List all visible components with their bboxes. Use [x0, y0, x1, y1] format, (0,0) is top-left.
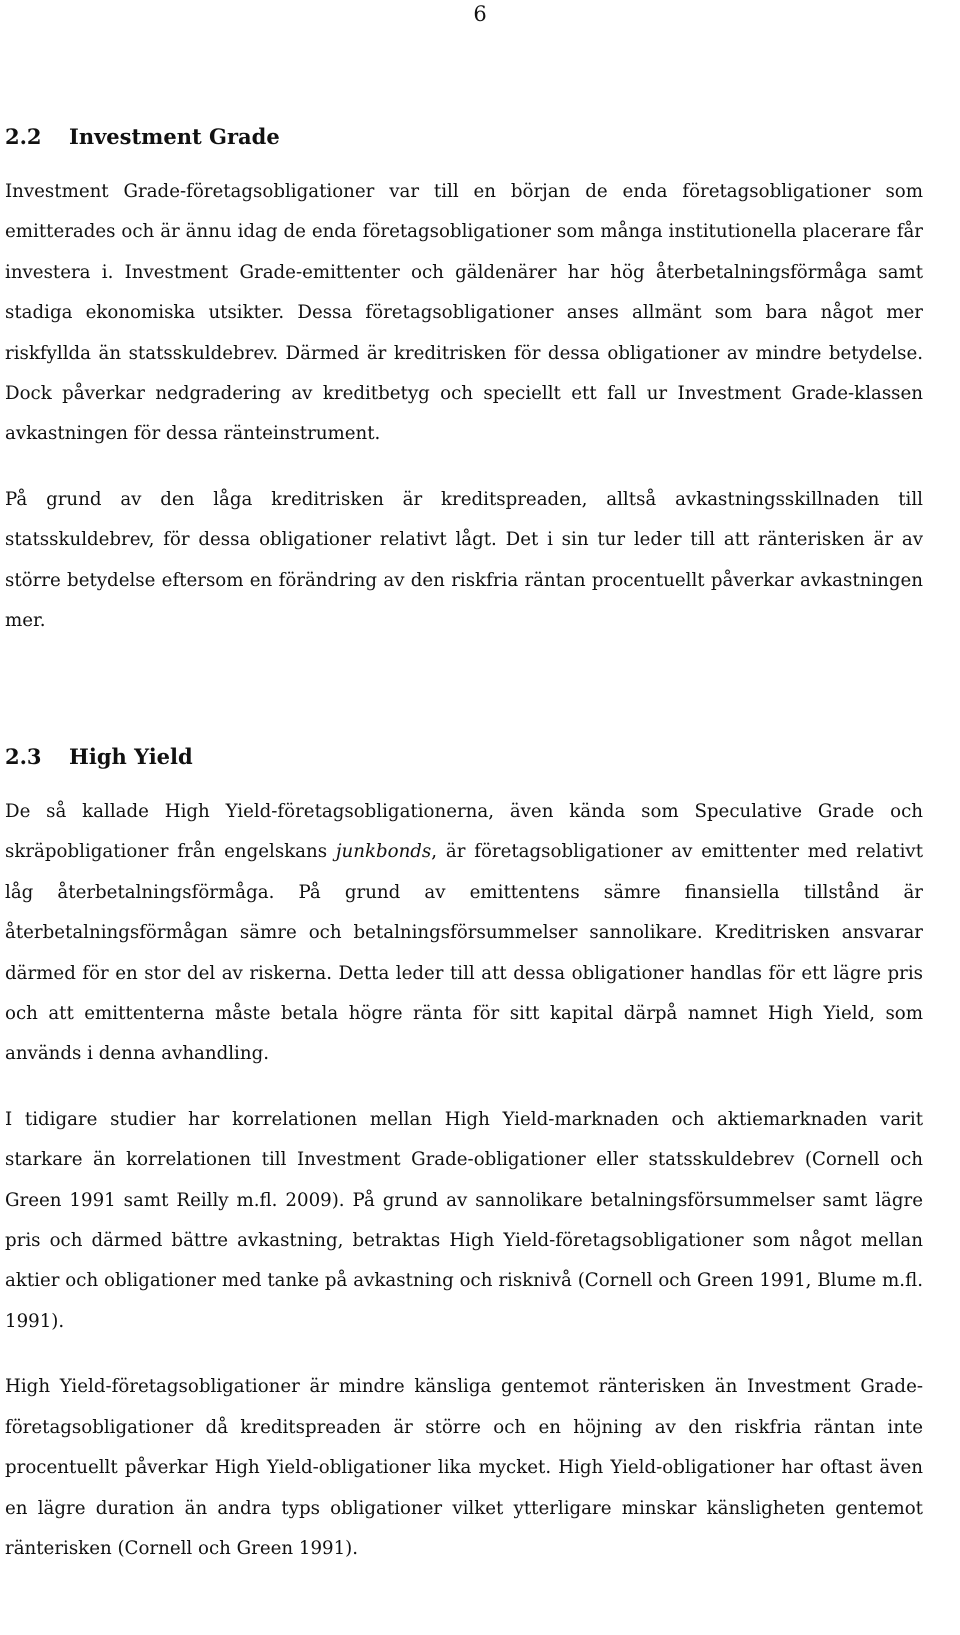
paragraph: Investment Grade-företagsobligationer var till en början de enda företagsobligationer som emitterades och är ännu idag de enda företagsobligationer som många institutionella placerare får investera i. Investment Grade-emittenter och gäldenärer har hög återbetalningsförmåga samt stadiga ekonomiska utsikter. Dessa företagsobligationer anses allmänt som bara något mer riskfyllda än statsskuldebrev. Därmed är kreditrisken för dessa obligationer av mindre betydelse. Dock påverkar nedgradering av kreditbetyg och speciellt ett fall ur Investment Grade-klassen avkastningen för dessa ränteinstrument. [5, 181, 923, 445]
section-high-yield [5, 742, 923, 1569]
text-run: De så kallade High Yield-företagsobligationerna, även kända som Speculative Grade och skräpobligationer från engelskans [5, 801, 923, 863]
page-number: 6 [473, 2, 487, 26]
text-run: , är företagsobligationer av emittenter med relativt låg återbetalningsförmåga. På grund av emittentens sämre finansiella tillstånd är återbetalningsförmågan sämre och betalningsförsummelser sannolikare. Kreditrisken ansvarar därmed för en stor del av riskerna. Detta leder till att dessa obligationer handlas för ett lägre pris och att emittenterna måste betala högre ränta för sitt kapital därpå namnet High Yield, som används i denna avhandling. [5, 841, 924, 1065]
section-investment-grade [5, 122, 923, 641]
section-heading [5, 122, 923, 152]
section-title: High Yield [69, 744, 193, 769]
section-number: 2.3 [5, 744, 42, 769]
paragraph: High Yield-företagsobligationer är mindre känsliga gentemot ränterisken än Investment Grade-företagsobligationer då kreditspreaden är större och en höjning av den riskfria räntan inte procentuellt påverkar High Yield-obligationer lika mycket. High Yield-obligationer har oftast även en lägre duration än andra typs obligationer vilket ytterligare minskar känsligheten gentemot ränterisken (Cornell och Green 1991). [5, 1376, 923, 1559]
italic-term: junkbonds [335, 841, 432, 863]
section-heading [5, 742, 923, 772]
paragraph: På grund av den låga kreditrisken är kreditspreaden, alltså avkastningsskillnaden till statsskuldebrev, för dessa obligationer relativt lågt. Det i sin tur leder till att ränterisken är av större betydelse eftersom en förändring av den riskfria räntan procentuellt påverkar avkastningen mer. [5, 488, 923, 632]
section-title: Investment Grade [69, 124, 280, 149]
section-number: 2.2 [5, 124, 42, 149]
paragraph [5, 792, 923, 1075]
paragraph: I tidigare studier har korrelationen mellan High Yield-marknaden och aktiemarknaden varit starkare än korrelationen till Investment Grade-obligationer eller statsskuldebrev (Cornell och Green 1991 samt Reilly m.fl. 2009). På grund av sannolikare betalningsförsummelser samt lägre pris och därmed bättre avkastning, betraktas High Yield-företagsobligationer som något mellan aktier och obligationer med tanke på avkastning och risknivå (Cornell och Green 1991, Blume m.fl. 1991). [5, 1108, 923, 1332]
